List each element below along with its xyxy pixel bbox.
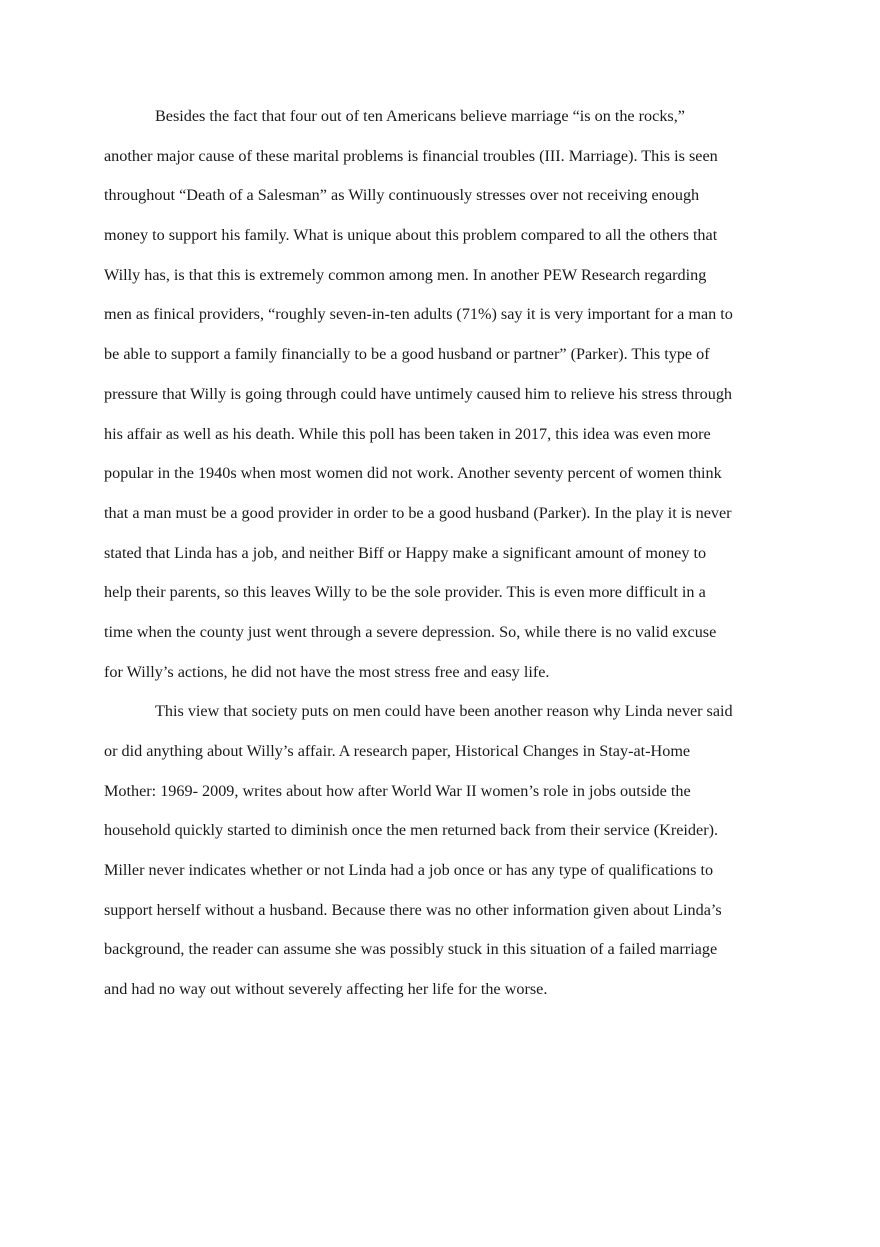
paragraph-line: household quickly started to diminish once the men returned back from their service (Kreider).: [104, 821, 719, 840]
paragraph-line: help their parents, so this leaves Willy to be the sole provider. This is even more difficult in a: [104, 583, 706, 602]
paragraph-line: pressure that Willy is going through could have untimely caused him to relieve his stress through: [104, 384, 732, 403]
paragraph-line: for Willy’s actions, he did not have the most stress free and easy life.: [104, 662, 550, 681]
paragraph-line: or did anything about Willy’s affair. A research paper, Historical Changes in Stay-at-Home: [104, 742, 691, 760]
paragraph-line: that a man must be a good provider in order to be a good husband (Parker). In the play it is never: [104, 503, 732, 522]
paragraph-line: and had no way out without severely affecting her life for the worse.: [104, 980, 548, 999]
paragraph-line: money to support his family. What is unique about this problem compared to all the others that: [104, 226, 718, 245]
paragraph-line: Mother: 1969- 2009, writes about how after World War II women’s role in jobs outside the: [104, 781, 691, 800]
paragraph-line: Besides the fact that four out of ten Americans believe marriage “is on the rocks,”: [155, 107, 685, 125]
paragraph-line: another major cause of these marital problems is financial troubles (III. Marriage). This is seen: [104, 146, 718, 165]
paragraph-1: [104, 97, 780, 692]
paragraph-line: This view that society puts on men could have been another reason why Linda never said: [155, 702, 733, 721]
paragraph-line: his affair as well as his death. While this poll has been taken in 2017, this idea was even more: [104, 424, 711, 443]
paragraph-2: [104, 692, 780, 1010]
paragraph-line: support herself without a husband. Because there was no other information given about Linda’s: [104, 900, 722, 919]
paragraph-line: background, the reader can assume she was possibly stuck in this situation of a failed marriage: [104, 940, 718, 959]
paragraph-line: men as finical providers, “roughly seven-in-ten adults (71%) say it is very important for a man to: [104, 305, 733, 324]
essay-body: [104, 97, 780, 1010]
paragraph-line: stated that Linda has a job, and neither Biff or Happy make a significant amount of money to: [104, 543, 707, 562]
paragraph-line: time when the county just went through a severe depression. So, while there is no valid excuse: [104, 622, 717, 641]
paragraph-line: Willy has, is that this is extremely common among men. In another PEW Research regarding: [104, 265, 707, 284]
paragraph-line: Miller never indicates whether or not Linda had a job once or has any type of qualifications to: [104, 861, 714, 880]
paragraph-line: popular in the 1940s when most women did not work. Another seventy percent of women think: [104, 464, 722, 483]
paragraph-line: throughout “Death of a Salesman” as Willy continuously stresses over not receiving enough: [104, 186, 700, 205]
paragraph-line: be able to support a family financially to be a good husband or partner” (Parker). This type of: [104, 345, 710, 364]
